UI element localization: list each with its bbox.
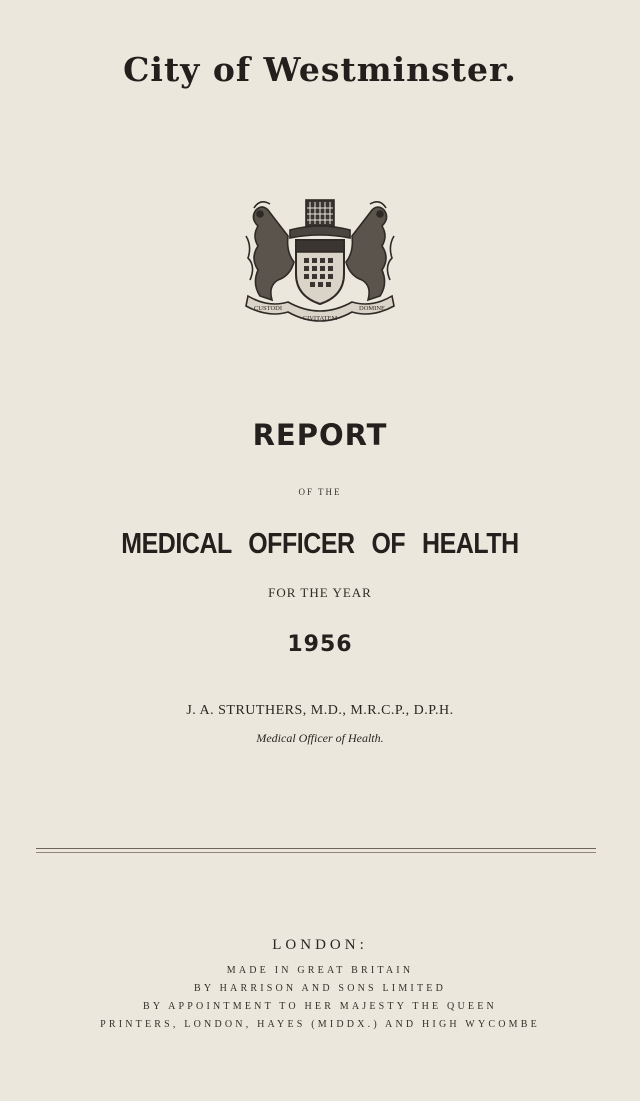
coat-of-arms-crest [238,196,402,326]
officer-role: Medical Officer of Health. [256,731,384,745]
report-year: 1956 [287,632,353,657]
report-title: REPORT [252,418,388,452]
imprint-line: BY HARRISON AND SONS LIMITED [193,983,447,994]
for-the-year-label: FOR THE YEAR [268,585,372,600]
motto-left: CUSTODI [253,305,283,312]
divider-rule [36,852,596,853]
motto-center: CIVITATEM [302,315,338,322]
imprint-line: BY APPOINTMENT TO HER MAJESTY THE QUEEN [143,1001,497,1012]
imprint-place: LONDON: [272,937,368,953]
city-title: City of Westminster. [123,50,517,89]
report-subject: MEDICAL OFFICER OF HEALTH [121,528,519,560]
officer-name: J. A. STRUTHERS, M.D., M.R.C.P., D.P.H. [186,703,454,718]
of-the-label: OF THE [298,487,342,497]
imprint-line: PRINTERS, LONDON, HAYES (MIDDX.) AND HIGH WYCOMBE [100,1019,540,1030]
motto-right: DOMINE [359,305,385,312]
imprint-line: MADE IN GREAT BRITAIN [226,965,414,976]
divider-rule [36,848,596,849]
